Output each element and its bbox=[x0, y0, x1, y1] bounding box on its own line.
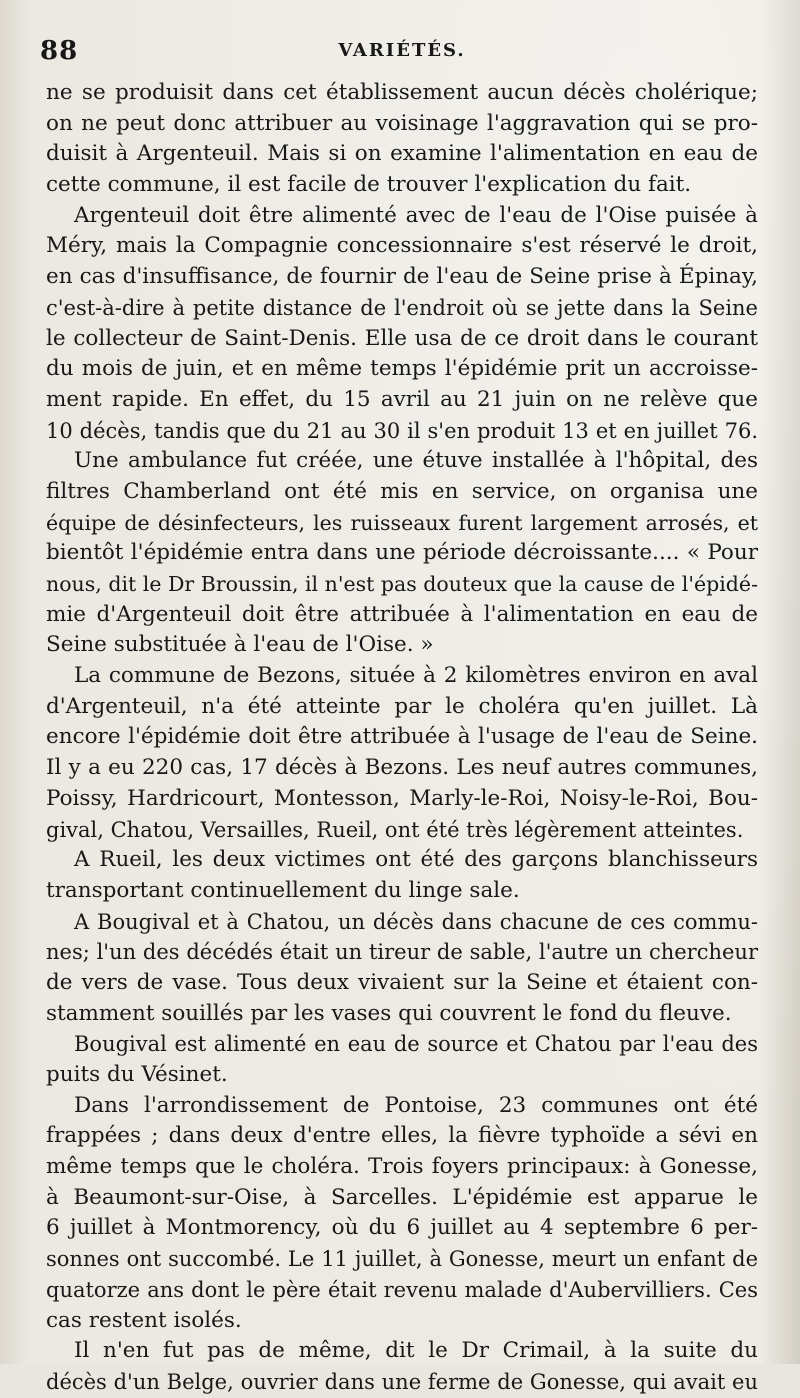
text-line: Dans l'arrondissement de Pontoise, 23 communes ont été bbox=[74, 1092, 758, 1118]
text-line: sonnes ont succombé. Le 11 juillet, à Gonesse, meurt un enfant de bbox=[46, 1247, 758, 1272]
text-line: nes; l'un des décédés était un tireur de sable, l'autre un chercheur bbox=[46, 940, 758, 965]
text-line: Méry, mais la Compagnie concessionnaire s'est réservé le droit, bbox=[46, 233, 758, 259]
page-header bbox=[40, 30, 758, 70]
text-line: Bougival est alimenté en eau de source et Chatou par l'eau des bbox=[74, 1032, 758, 1057]
text-line: équipe de désinfecteurs, les ruisseaux furent largement arrosés, et bbox=[46, 510, 758, 535]
text-line: Argenteuil doit être alimenté avec de l'eau de l'Oise puisée à bbox=[74, 202, 758, 228]
text-line: nous, dit le Dr Broussin, il n'est pas douteux que la cause de l'épidé- bbox=[46, 572, 758, 596]
text-line: duisit à Argenteuil. Mais si on examine l'alimentation en eau de bbox=[46, 141, 758, 167]
text-line: cette commune, il est facile de trouver l'explication du fait. bbox=[46, 172, 692, 198]
text-line: 10 décès, tandis que du 21 au 30 il s'en produit 13 et en juillet 76. bbox=[46, 418, 758, 443]
text-line: quatorze ans dont le père était revenu malade d'Aubervilliers. Ces bbox=[46, 1277, 758, 1302]
text-line: frappées ; dans deux d'entre elles, la fièvre typhoïde a sévi en bbox=[46, 1123, 758, 1149]
text-line: La commune de Bezons, située à 2 kilomètres environ en aval bbox=[74, 663, 758, 689]
text-line: on ne peut donc attribuer au voisinage l'aggravation qui se pro- bbox=[46, 110, 758, 136]
text-line: à Beaumont-sur-Oise, à Sarcelles. L'épidémie est apparue le bbox=[46, 1184, 758, 1210]
text-line: ne se produisit dans cet établissement aucun décès cholérique; bbox=[46, 80, 758, 105]
text-line: encore l'épidémie doit être attribuée à l'usage de l'eau de Seine. bbox=[46, 724, 758, 750]
text-line: mie d'Argenteuil doit être attribuée à l'alimentation en eau de bbox=[46, 601, 758, 627]
page-number: 88 bbox=[40, 36, 79, 66]
text-line: filtres Chamberland ont été mis en service, on organisa une bbox=[46, 478, 758, 504]
text-line: A Bougival et à Chatou, un décès dans chacune de ces commu- bbox=[74, 909, 758, 934]
text-line: le collecteur de Saint-Denis. Elle usa de ce droit dans le courant bbox=[46, 325, 758, 351]
text-line: 6 juillet à Montmorency, où du 6 juillet au 4 septembre 6 per- bbox=[46, 1215, 758, 1241]
text-line: d'Argenteuil, n'a été atteinte par le choléra qu'en juillet. Là bbox=[46, 693, 758, 719]
text-line: Poissy, Hardricourt, Montesson, Marly-le-Roi, Noisy-le-Roi, Bou- bbox=[46, 785, 758, 811]
text-line: même temps que le choléra. Trois foyers principaux: à Gonesse, bbox=[46, 1154, 758, 1180]
text-line: c'est-à-dire à petite distance de l'endroit où se jette dans la Seine bbox=[46, 295, 758, 320]
text-line: de vers de vase. Tous deux vivaient sur la Seine et étaient con- bbox=[46, 969, 758, 995]
text-line: du mois de juin, et en même temps l'épidémie prit un accroisse- bbox=[46, 356, 758, 382]
text-line: Une ambulance fut créée, une étuve installée à l'hôpital, des bbox=[74, 448, 758, 474]
text-line: cas restent isolés. bbox=[46, 1307, 242, 1333]
text-line: stamment souillés par les vases qui couvrent le fond du fleuve. bbox=[46, 1000, 732, 1026]
text-line: Il n'en fut pas de même, dit le Dr Crimail, à la suite du bbox=[74, 1338, 758, 1364]
running-head: VARIÉTÉS. bbox=[338, 40, 466, 61]
text-line: ment rapide. En effet, du 15 avril au 21 juin on ne relève que bbox=[46, 386, 758, 412]
text-line: Il y a eu 220 cas, 17 décès à Bezons. Les neuf autres communes, bbox=[46, 755, 758, 781]
text-line: gival, Chatou, Versailles, Rueil, ont été très légèrement atteintes. bbox=[46, 817, 744, 842]
text-line: en cas d'insuffisance, de fournir de l'eau de Seine prise à Épinay, bbox=[46, 264, 758, 290]
text-line: bientôt l'épidémie entra dans une période décroissante.... « Pour bbox=[46, 540, 758, 566]
text-line: décès d'un Belge, ouvrier dans une ferme de Gonesse, qui avait eu bbox=[46, 1369, 758, 1394]
text-line: Seine substituée à l'eau de l'Oise. » bbox=[46, 632, 434, 658]
text-line: puits du Vésinet. bbox=[46, 1062, 228, 1087]
text-line: transportant continuellement du linge sale. bbox=[46, 877, 520, 903]
body-text bbox=[46, 78, 758, 1398]
text-line: A Rueil, les deux victimes ont été des garçons blanchisseurs bbox=[74, 847, 758, 873]
